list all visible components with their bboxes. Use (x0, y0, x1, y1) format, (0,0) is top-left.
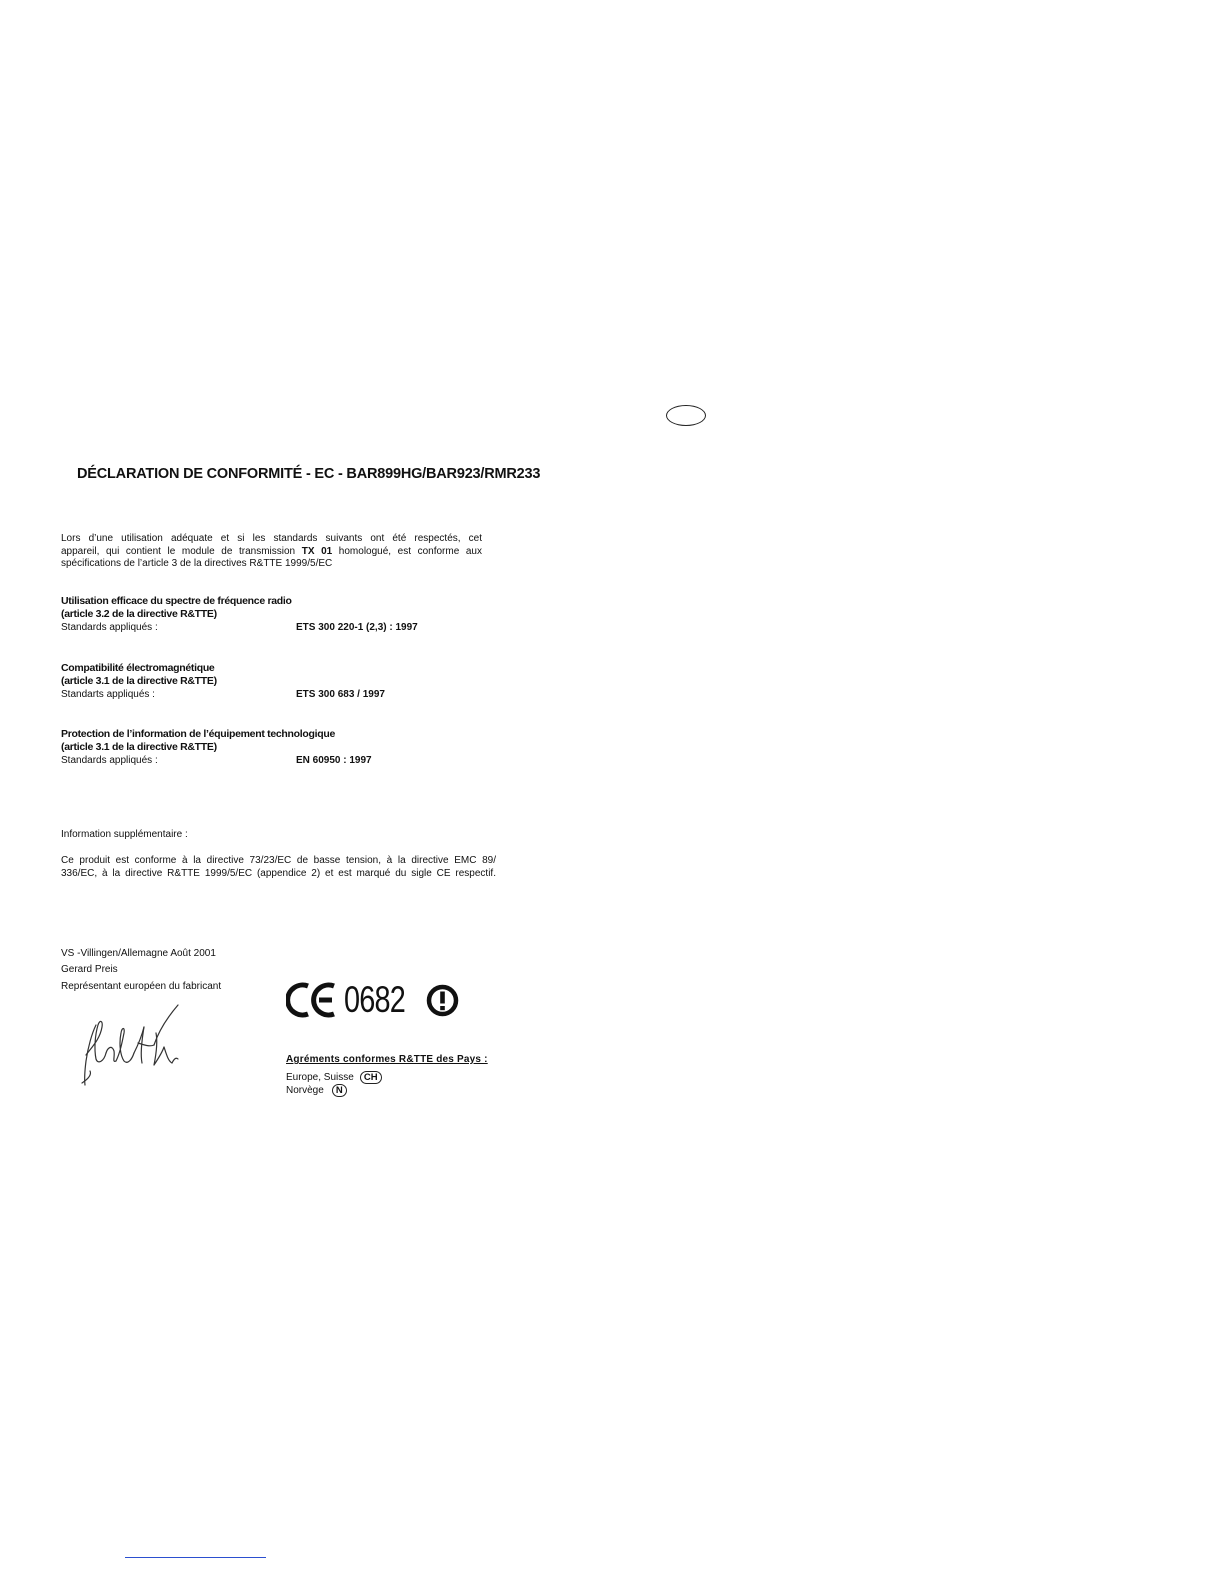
ce-mark (286, 980, 464, 1020)
country-code-badge: CH (360, 1071, 382, 1084)
exclamation-circle-icon (426, 984, 459, 1017)
module-name: TX 01 (301, 545, 333, 557)
info-paragraph (61, 855, 496, 880)
intro-line-2: appareil, qui contient le module de transmission TX 01 homologué, est conforme aux (61, 545, 482, 557)
section-3-subheading: (article 3.1 de la directive R&TTE) (61, 741, 217, 753)
info-line-2: 336/EC, à la directive R&TTE 1999/5/EC (appendice 2) et est marqué du sigle CE respectif. (61, 867, 496, 879)
info-label: Information supplémentaire : (61, 829, 188, 840)
country-code-badge: N (332, 1084, 347, 1097)
signatory-name: Gerard Preis (61, 964, 118, 975)
ce-number: 0682 (344, 979, 406, 1020)
section-1-standards-label: Standards appliqués : (61, 622, 158, 633)
section-2-subheading: (article 3.1 de la directive R&TTE) (61, 675, 217, 687)
document-title: DÉCLARATION DE CONFORMITÉ - EC - BAR899HG/BAR923/RMR233 (77, 466, 541, 482)
footer-link-rule (125, 1557, 266, 1558)
intro-line-3: spécifications de l’article 3 de la directives R&TTE 1999/5/EC (61, 558, 333, 569)
section-2-standards-value: ETS 300 683 / 1997 (296, 689, 385, 700)
country-label: Europe, Suisse (286, 1072, 354, 1083)
intro-line-1: Lors d’une utilisation adéquate et si les standards suivants ont été respectés, cet (61, 533, 482, 544)
section-1-subheading: (article 3.2 de la directive R&TTE) (61, 608, 217, 620)
signatory-role: Représentant européen du fabricant (61, 981, 222, 992)
info-line-1: Ce produit est conforme à la directive 73/23/EC de basse tension, à la directive EMC 89/ (61, 855, 496, 866)
place-date: VS -Villingen/Allemagne Août 2001 (61, 948, 216, 959)
section-1-heading: Utilisation efficace du spectre de fréquence radio (61, 595, 292, 607)
intro-paragraph (61, 533, 482, 571)
section-3-standards-value: EN 60950 : 1997 (296, 755, 372, 766)
approvals-heading: Agréments conformes R&TTE des Pays : (286, 1054, 488, 1065)
section-1-standards-value: ETS 300 220-1 (2,3) : 1997 (296, 622, 418, 633)
section-2-standards-label: Standarts appliqués : (61, 689, 155, 700)
country-row-europe (286, 1071, 382, 1084)
section-2-heading: Compatibilité électromagnétique (61, 662, 215, 674)
signature-image (78, 1003, 188, 1091)
country-label: Norvège (286, 1085, 324, 1096)
section-3-standards-label: Standards appliqués : (61, 755, 158, 766)
section-3-heading: Protection de l’information de l’équipement technologique (61, 728, 335, 740)
language-badge-oval (666, 405, 706, 426)
country-row-norway (286, 1084, 347, 1097)
